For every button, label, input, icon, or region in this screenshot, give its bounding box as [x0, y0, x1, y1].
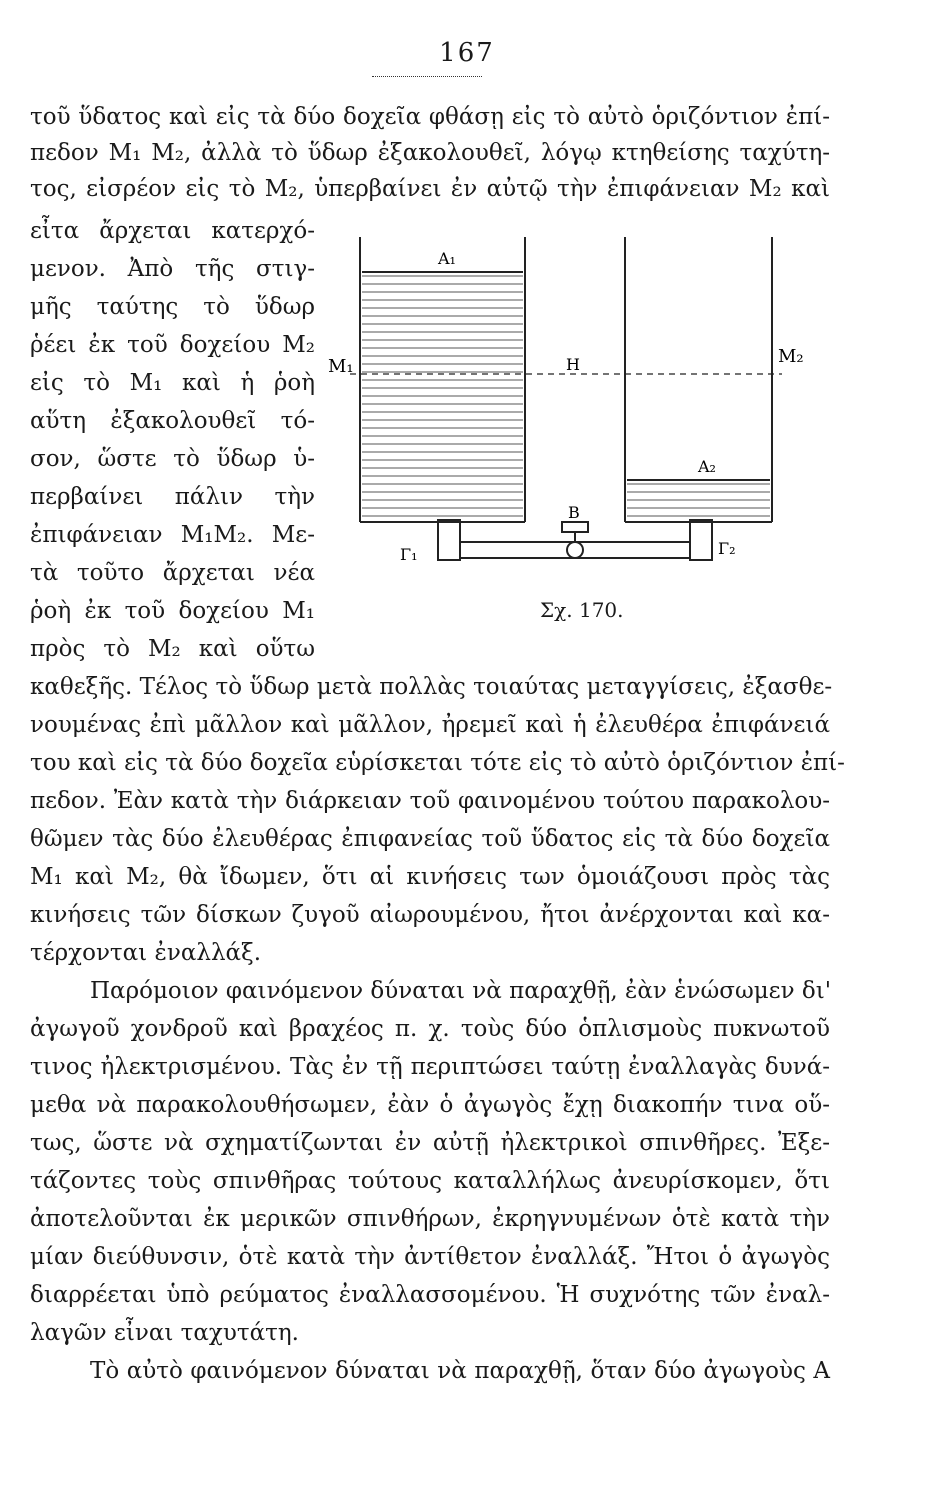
- text-line: μίαν διεύθυνσιν, ὁτὲ κατὰ τὴν ἀντίθετον ἐναλλάξ. Ἤτοι ὁ ἀγωγὸς: [30, 1244, 830, 1270]
- text-line: τως, ὥστε νὰ σχηματίζωνται ἐν αὐτῇ ἠλεκτρικοὶ σπινθῆρες. Ἐξε-: [30, 1130, 830, 1156]
- text-line: πεδον Μ₁ Μ₂, ἀλλὰ τὸ ὕδωρ ἐξακολουθεῖ, λόγῳ κτηθείσης ταχύτη-: [30, 140, 830, 166]
- text-line: εἰς τὸ Μ₁ καὶ ἡ ῥοὴ: [30, 370, 315, 396]
- text-line: τινος ἠλεκτρισμένου. Τὰς ἐν τῇ περιπτώσει ταύτῃ ἐναλλαγὰς δυνά-: [30, 1054, 830, 1080]
- text-line: τάζοντες τοὺς σπινθῆρας τούτους καταλλήλως ἀνευρίσκομεν, ὅτι: [30, 1168, 830, 1194]
- text-line: πρὸς τὸ Μ₂ καὶ οὕτω: [30, 636, 315, 662]
- text-line: πεδον. Ἐὰν κατὰ τὴν διάρκειαν τοῦ φαινομένου τούτου παρακολου-: [30, 788, 830, 814]
- right-vessel-water: [627, 480, 770, 520]
- text-line: διαρρέεται ὑπὸ ρεύματος ἐναλλασσομένου. Ἡ συχνότης τῶν ἐναλ-: [30, 1282, 830, 1308]
- label-a2: A₂: [698, 457, 716, 476]
- text-line: τὰ τοῦτο ἄρχεται νέα: [30, 560, 315, 586]
- left-vessel-water: [362, 272, 523, 520]
- text-line: μενον. Ἀπὸ τῆς στιγ-: [30, 256, 315, 282]
- text-line: λαγῶν εἶναι ταχυτάτη.: [30, 1320, 299, 1346]
- text-line: περβαίνει πάλιν τὴν: [30, 484, 315, 510]
- text-line: μῆς ταύτης τὸ ὕδωρ: [30, 294, 315, 320]
- header-rule: [372, 76, 482, 77]
- text-line: ἐπιφάνειαν Μ₁Μ₂. Με-: [30, 522, 315, 548]
- figure-caption: Σχ. 170.: [540, 598, 624, 622]
- text-line: ῥοὴ ἐκ τοῦ δοχείου Μ₁: [30, 598, 315, 624]
- vessel-diagram: [320, 232, 820, 562]
- text-line: Τὸ αὐτὸ φαινόμενον δύναται νὰ παραχθῇ, ὅταν δύο ἀγωγοὺς Α: [90, 1358, 830, 1384]
- text-line: ἀγωγοῦ χονδροῦ καὶ βραχέος π. χ. τοὺς δύο ὁπλισμοὺς πυκνωτοῦ: [30, 1016, 830, 1042]
- right-pipe-elbow: [690, 520, 712, 560]
- label-m2: M₂: [778, 346, 804, 367]
- text-line: τοῦ ὕδατος καὶ εἰς τὰ δύο δοχεῖα φθάσῃ εἰς τὸ αὐτὸ ὁριζόντιον ἐπί-: [30, 104, 830, 130]
- text-line: σον, ὥστε τὸ ὕδωρ ὑ-: [30, 446, 315, 472]
- label-m1: M₁: [328, 356, 354, 377]
- label-g1: Γ₁: [400, 545, 418, 562]
- text-line: Μ₁ καὶ Μ₂, θὰ ἴδωμεν, ὅτι αἱ κινήσεις των ὁμοιάζουσι πρὸς τὰς: [30, 864, 830, 890]
- valve-handle: [562, 522, 588, 532]
- page-number: 167: [439, 38, 495, 68]
- text-line: τος, εἰσρέον εἰς τὸ Μ₂, ὑπερβαίνει ἐν αὐτῷ τὴν ἐπιφάνειαν Μ₂ καὶ: [30, 176, 830, 202]
- text-line: του καὶ εἰς τὰ δύο δοχεῖα εὑρίσκεται τότε εἰς τὸ αὐτὸ ὁριζόντιον ἐπί-: [30, 750, 845, 776]
- text-line: τέρχονται ἐναλλάξ.: [30, 940, 262, 966]
- text-line: νουμένας ἐπὶ μᾶλλον καὶ μᾶλλον, ἠρεμεῖ καὶ ἡ ἐλευθέρα ἐπιφάνειά: [30, 712, 830, 738]
- label-g2: Γ₂: [718, 539, 736, 558]
- text-line: εἶτα ἄρχεται κατερχό-: [30, 218, 315, 244]
- text-line: κινήσεις τῶν δίσκων ζυγοῦ αἰωρουμένου, ἤτοι ἀνέρχονται καὶ κα-: [30, 902, 830, 928]
- text-line: Παρόμοιον φαινόμενον δύναται νὰ παραχθῇ, ἐὰν ἑνώσωμεν δι': [90, 978, 832, 1004]
- left-pipe-elbow: [438, 520, 460, 560]
- text-line: ῥέει ἐκ τοῦ δοχείου Μ₂: [30, 332, 315, 358]
- text-line: ἀποτελοῦνται ἐκ μερικῶν σπινθήρων, ἐκρηγνυμένων ὁτὲ κατὰ τὴν: [30, 1206, 830, 1232]
- text-line: αὕτη ἐξακολουθεῖ τό-: [30, 408, 315, 434]
- text-line: καθεξῆς. Τέλος τὸ ὕδωρ μετὰ πολλὰς τοιαύτας μεταγγίσεις, ἐξασθε-: [30, 674, 833, 700]
- valve-body: [567, 542, 583, 558]
- label-a1: A₁: [438, 249, 456, 268]
- label-b: B: [568, 503, 580, 522]
- label-h: H: [566, 355, 580, 374]
- figure-communicating-vessels: [320, 232, 820, 562]
- text-line: μεθα νὰ παρακολουθήσωμεν, ἐὰν ὁ ἀγωγὸς ἔχῃ διακοπήν τινα οὕ-: [30, 1092, 830, 1118]
- text-line: θῶμεν τὰς δύο ἐλευθέρας ἐπιφανείας τοῦ ὕδατος εἰς τὰ δύο δοχεῖα: [30, 826, 830, 852]
